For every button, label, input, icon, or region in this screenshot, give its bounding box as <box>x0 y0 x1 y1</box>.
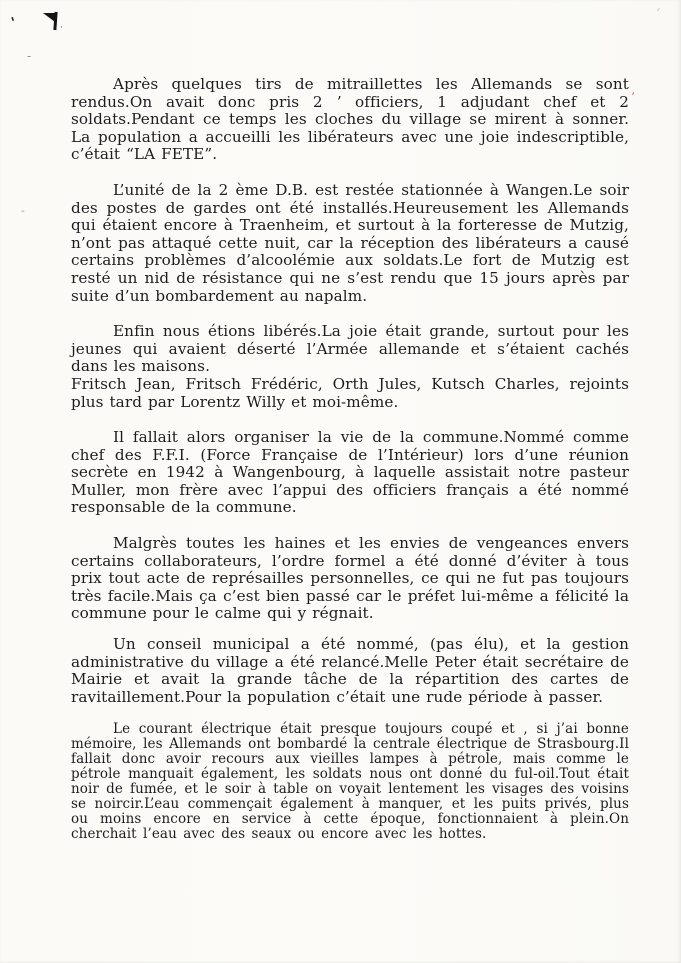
paragraph-ffi-chief: Il fallait alors organiser la vie de la commune.Nommé comme chef des F.F.I. (Force Française de l’Intérieur) lors d’une réunion secrète en 1942 à Wangenbourg, à laquelle assistait notre pasteur Muller, mon frère avec l’appui des officiers français a été nommé responsable de la commune. <box>71 428 629 517</box>
paragraph-names-list: Fritsch Jean, Fritsch Frédéric, Orth Jules, Kutsch Charles, rejoints plus tard par Lorentz Willy et moi-même. <box>71 374 629 411</box>
ink-dash-mark: - <box>21 204 25 217</box>
paragraph-council: Un conseil municipal a été nommé, (pas élu), et la gestion administrative du village a été relancé.Melle Peter était secrétaire de Mairie et avait la grande tâche de la répartition des cartes de ravitaillement.Pour la population c’était une rude période à passer. <box>71 635 629 706</box>
paragraph-liberation: Enfin nous étions libérés.La joie était grande, surtout pour les jeunes qui avaient déserté l’Armée allemande et s’étaient cachés dans les maisons. <box>71 322 629 376</box>
ink-apostrophe-mark: ' <box>9 14 19 32</box>
document-body <box>71 76 629 842</box>
paragraph-db-unit: L’unité de la 2 ème D.B. est restée stationnée à Wangen.Le soir des postes de gardes ont été installés.Heureusement les Allemands qui étaient encore à Traenheim, et surtout à la forteresse de Mutzig, n’ont pas attaqué cette nuit, car la réception des libérateurs a causé certains problèmes d’alcoolémie aux soldats.Le fort de Mutzig est resté un nid de résistance qui ne s’est rendu que 15 jours après par suite d’un bombardement au napalm. <box>71 180 629 305</box>
paragraph-surrender: Après quelques tirs de mitraillettes les Allemands se sont rendus.On avait donc pris 2 ʼ officiers, 1 adjudant chef et 2 soldats.Pendant ce temps les cloches du village se mirent à sonner. La population a accueilli les libérateurs avec une joie indescriptible, c’était “LA FETE”. <box>71 75 629 164</box>
ink-flag-stem <box>53 12 57 30</box>
corner-scan-mark: ' <box>651 5 663 19</box>
ink-dash-mark: - <box>27 49 32 63</box>
ink-dot-mark: · <box>60 23 63 33</box>
paragraph-electricity: Le courant électrique était presque toujours coupé et , si j’ai bonne mémoire, les Allemands ont bombardé la centrale électrique de Strasbourg.Il fallait donc avoir recours aux vieilles lampes à pétrole, mais comme le pétrole manquait également, les soldats nous ont donné du ful-oil.Tout était noir de fumée, et le soir à table on voyait lentement les visages des voisins se noircir.L’eau commençait également à manquer, et les puits privés, plus ou moins encore en service à cette époque, fonctionnaient à plein.On cherchait l’eau avec des seaux ou encore avec les hottes. <box>71 721 629 843</box>
paragraph-no-reprisals: Malgrès toutes les haines et les envies de vengeances envers certains collaborateurs, l’ordre formel a été donné d’éviter à tous prix tout acte de représailles personnelles, ce qui ne fut pas toujours très facile.Mais ça c’est bien passé car le préfet lui-même a félicité la commune pour le calme qui y régnait. <box>71 534 629 623</box>
ink-flag-mark <box>42 12 63 33</box>
red-pen-tick-mark: ' <box>629 89 636 104</box>
